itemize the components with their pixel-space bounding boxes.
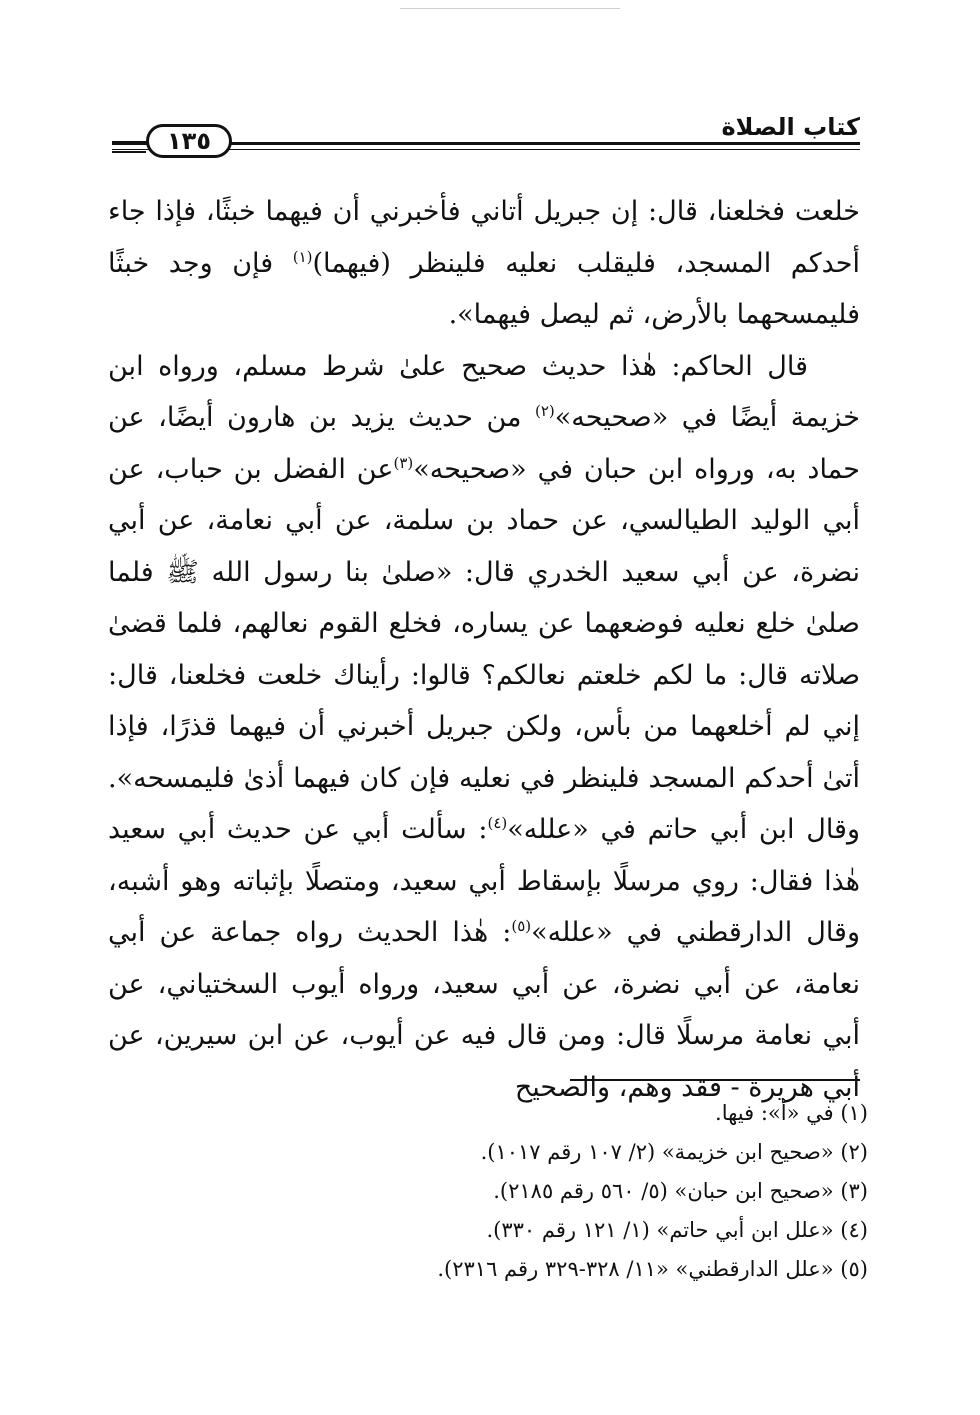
- footnote-ref-2[interactable]: (٢): [535, 402, 555, 420]
- footnote-1: (١) في «أ»: فيها.: [715, 1101, 868, 1125]
- footnote-5: (٥) «علل الدارقطني» «١١/ ٣٢٨-٣٢٩ رقم ٢٣١٦).: [437, 1257, 868, 1281]
- footnote-divider: [570, 1079, 860, 1081]
- footnote-4: (٤) «علل ابن أبي حاتم» (١/ ١٢١ رقم ٣٣٠).: [486, 1218, 868, 1242]
- footnote-ref-1[interactable]: (١): [292, 247, 313, 266]
- footnote-3: (٣) «صحيح ابن حبان» (٥/ ٥٦٠ رقم ٢١٨٥).: [493, 1179, 868, 1203]
- page-number-badge: [146, 124, 232, 158]
- footnote-ref-3[interactable]: (٣): [393, 453, 414, 472]
- footnote-ref-5[interactable]: (٥): [511, 917, 532, 935]
- text-segment: من حديث يزيد بن هارون أيضًا، عن حماد به، ورواه ابن حبان في «صحيحه»: [108, 402, 860, 485]
- footnotes: [120, 1094, 868, 1289]
- paragraph-1: [108, 186, 860, 341]
- footnote-2: (٢) «صحيح ابن خزيمة» (٢/ ١٠٧ رقم ١٠١٧).: [480, 1140, 868, 1164]
- paragraph-2: [108, 341, 860, 1114]
- footnote-ref-4[interactable]: (٤): [487, 814, 508, 832]
- main-text: [108, 186, 860, 1113]
- text-segment: : سألت أبي عن حديث أبي سعيد هٰذا فقال: روي مرسلًا بإسقاط أبي سعيد، ومتصلًا بإثباته وهو أشبه، وقال الدارقطني في «علله»: [108, 814, 860, 948]
- page-number: ١٣٥: [167, 127, 211, 155]
- text-segment: : هٰذا الحديث رواه جماعة عن أبي نعامة، عن أبي نضرة، عن أبي سعيد، ورواه أيوب السختياني، عن أبي نعامة مرسلًا قال: ومن قال فيه عن أيوب، عن ابن سيرين، عن أبي هريرة - فقد وهم، والصحيح: [108, 917, 860, 1103]
- text-segment: عن الفضل بن حباب، عن أبي الوليد الطيالسي، عن حماد بن سلمة، عن أبي نعامة، عن أبي نضرة، عن أبي سعيد الخدري قال: «صلىٰ بنا رسول الله ﷺ فلما صلىٰ خلع نعليه فوضعهما عن يساره، فخلع القوم نعالهم، فلما قضىٰ صلاته قال: ما لكم خلعتم نعالكم؟ قالوا: رأيناك خلعت فخلعنا، قال: إني لم أخلعهما من بأس، ولكن جبريل أخبرني أن فيهما قذرًا، فإذا أتىٰ أحدكم المسجد فلينظر في نعليه فإن كان فيهما أذىٰ فليمسحه». وقال ابن أبي حاتم في «علله»: [108, 453, 860, 845]
- header-rule-left-ticks: [112, 141, 146, 153]
- page-header: [112, 112, 860, 160]
- book-section-title: كتاب الصلاة: [721, 113, 860, 141]
- scan-top-marks: [400, 8, 620, 11]
- text-segment: خلعت فخلعنا، قال: إن جبريل أتاني فأخبرني أن فيهما خبثًا، فإذا جاء أحدكم المسجد، فليقلب نعليه فلينظر (فيهما): [108, 196, 860, 279]
- text-segment: فإن وجد خبثًا فليمسحهما بالأرض، ثم ليصل فيهما».: [108, 247, 860, 330]
- text-segment: قال الحاكم: هٰذا حديث صحيح علىٰ شرط مسلم، ورواه ابن خزيمة أيضًا في «صحيحه»: [108, 350, 860, 433]
